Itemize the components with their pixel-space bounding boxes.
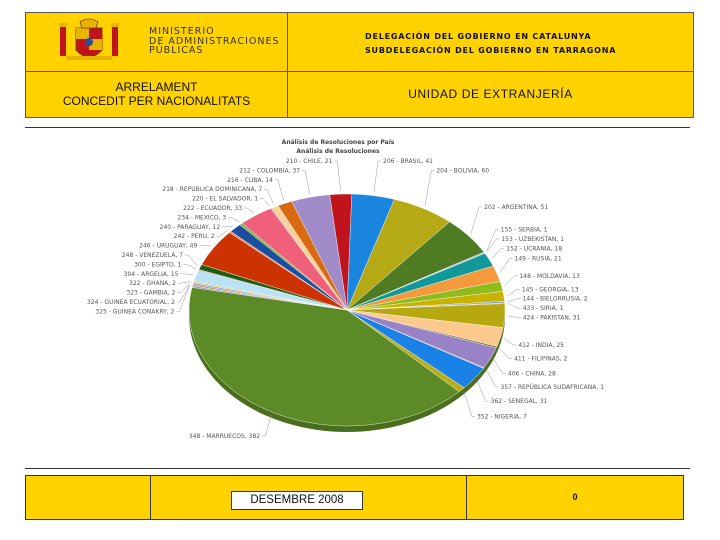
leader-line bbox=[477, 380, 489, 401]
slice-label: 145 - GEORGIA, 13 bbox=[521, 286, 579, 294]
leader-line bbox=[504, 338, 517, 345]
leader-line bbox=[262, 415, 271, 436]
slice-label: 352 - NIGERIA, 7 bbox=[476, 413, 527, 421]
leader-line bbox=[222, 226, 233, 227]
leader-line bbox=[260, 199, 269, 206]
leader-line bbox=[508, 316, 521, 318]
leader-line bbox=[499, 348, 512, 359]
leader-line bbox=[178, 281, 191, 283]
slice-label: 148 - MOLDAVIA, 13 bbox=[519, 272, 580, 280]
slice-label: 149 - RUSIA, 21 bbox=[514, 255, 562, 263]
leader-line bbox=[508, 303, 521, 308]
slice-label: 216 - CUBA, 14 bbox=[227, 176, 273, 184]
report-date: DESEMBRE 2008 bbox=[231, 491, 363, 510]
leader-line bbox=[486, 370, 498, 388]
leader-line bbox=[275, 180, 284, 201]
leader-line bbox=[228, 217, 239, 221]
slice-label: 322 - GHANA, 2 bbox=[129, 280, 176, 288]
leader-line bbox=[374, 161, 381, 193]
unit-title: UNIDAD DE EXTRANJERÍA bbox=[408, 87, 573, 101]
footer-left-box bbox=[25, 475, 150, 520]
slice-label: 412 - INDIA, 25 bbox=[518, 341, 564, 349]
slice-label: 153 - UZBEKISTAN, 1 bbox=[501, 235, 565, 243]
leader-line bbox=[471, 207, 482, 234]
leader-line bbox=[464, 392, 475, 417]
ministry-line-1: MINISTERIO bbox=[149, 26, 215, 37]
chart-subtitle: Análisis de Resoluciones bbox=[296, 148, 380, 155]
slice-label: 206 - BRASIL, 41 bbox=[383, 158, 433, 165]
leader-line bbox=[425, 170, 434, 205]
slice-label: 202 - ARGENTINA, 51 bbox=[484, 203, 549, 211]
bottom-divider bbox=[25, 468, 690, 469]
slice-label: 222 - ECUADOR, 33 bbox=[183, 205, 243, 212]
slice-label: 304 - ARGELIA, 15 bbox=[123, 270, 179, 278]
leader-line bbox=[183, 264, 196, 268]
slice-label: 204 - BOLIVIA, 60 bbox=[436, 167, 490, 175]
slice-label: 406 - CHINA, 28 bbox=[507, 370, 556, 378]
leader-line bbox=[494, 359, 506, 373]
leader-line bbox=[508, 299, 521, 302]
slice-label: 210 - CHILE, 21 bbox=[285, 158, 333, 165]
slice-label: 218 - REPUBLICA DOMINICANA, 7 bbox=[162, 186, 263, 194]
delegation-line-1: DELEGACIÓN DEL GOBIERNO EN CATALUNYA bbox=[365, 32, 592, 41]
leader-line bbox=[264, 189, 273, 204]
slice-label: 362 - SENEGAL, 31 bbox=[490, 398, 548, 406]
leader-line bbox=[177, 284, 190, 302]
slice-label: 152 - UCRANIA, 18 bbox=[506, 245, 563, 253]
slice-label: 433 - SIRIA, 1 bbox=[522, 305, 564, 313]
slice-label: 248 - VENEZUELA, 7 bbox=[121, 252, 183, 259]
leader-line bbox=[302, 170, 310, 194]
footer-right-box bbox=[466, 475, 684, 520]
ministry-line-3: PÚBLICAS bbox=[149, 45, 204, 56]
slice-label: 357 - REPÚBLICA SUDAFRICANA, 1 bbox=[500, 384, 605, 392]
subtitle-line-2: CONCEDIT PER NACIONALITATS bbox=[62, 94, 251, 108]
leader-line bbox=[185, 255, 198, 266]
slice-label: 323 - GAMBIA, 2 bbox=[126, 289, 176, 297]
delegation-line-2: SUBDELEGACIÓN DEL GOBIERNO EN TARRAGONA bbox=[365, 46, 617, 55]
leader-line bbox=[505, 276, 518, 286]
slice-label: 234 - MEXICO, 3 bbox=[177, 214, 227, 222]
leader-line bbox=[244, 208, 254, 213]
slice-label: 325 - GUINEA CONAKRY, 2 bbox=[95, 308, 175, 316]
footer-middle-box bbox=[150, 475, 466, 520]
slice-label: 324 - GUINEA ECUATORIAL, 2 bbox=[86, 299, 175, 306]
slice-label: 424 - PAKISTAN, 31 bbox=[522, 314, 581, 322]
slice-label: 144 - BIELORRUSIA, 2 bbox=[522, 295, 588, 303]
leader-line bbox=[487, 230, 499, 251]
subtitle-line-1: ARRELAMENT bbox=[115, 80, 198, 94]
slice-label: 155 - SERBIA, 1 bbox=[500, 226, 548, 234]
leader-line bbox=[334, 161, 340, 191]
slice-label: 240 - PARAGUAY, 12 bbox=[159, 223, 221, 231]
slice-label: 300 - EGIPTO, 1 bbox=[134, 261, 182, 269]
leader-line bbox=[177, 283, 190, 293]
slice-label: 411 - FILIPINAS, 2 bbox=[514, 355, 568, 363]
leader-line bbox=[507, 289, 520, 296]
leader-line bbox=[180, 274, 193, 275]
leader-line bbox=[500, 258, 513, 272]
page-number: 0 bbox=[572, 492, 578, 502]
slice-label: 212 - COLOMBIA, 37 bbox=[239, 167, 301, 175]
leader-line bbox=[492, 248, 504, 258]
slice-label: 246 - URUGUAY, 49 bbox=[139, 242, 198, 250]
chart-title: Análisis de Resoluciones por País bbox=[281, 139, 395, 146]
ministry-line-2: DE ADMINISTRACIONES bbox=[149, 35, 280, 47]
slice-label: 348 - MARRUECOS, 382 bbox=[188, 433, 261, 440]
slice-label: 220 - EL SALVADOR, 1 bbox=[192, 195, 259, 203]
slice-label: 242 - PERU, 2 bbox=[173, 233, 215, 241]
